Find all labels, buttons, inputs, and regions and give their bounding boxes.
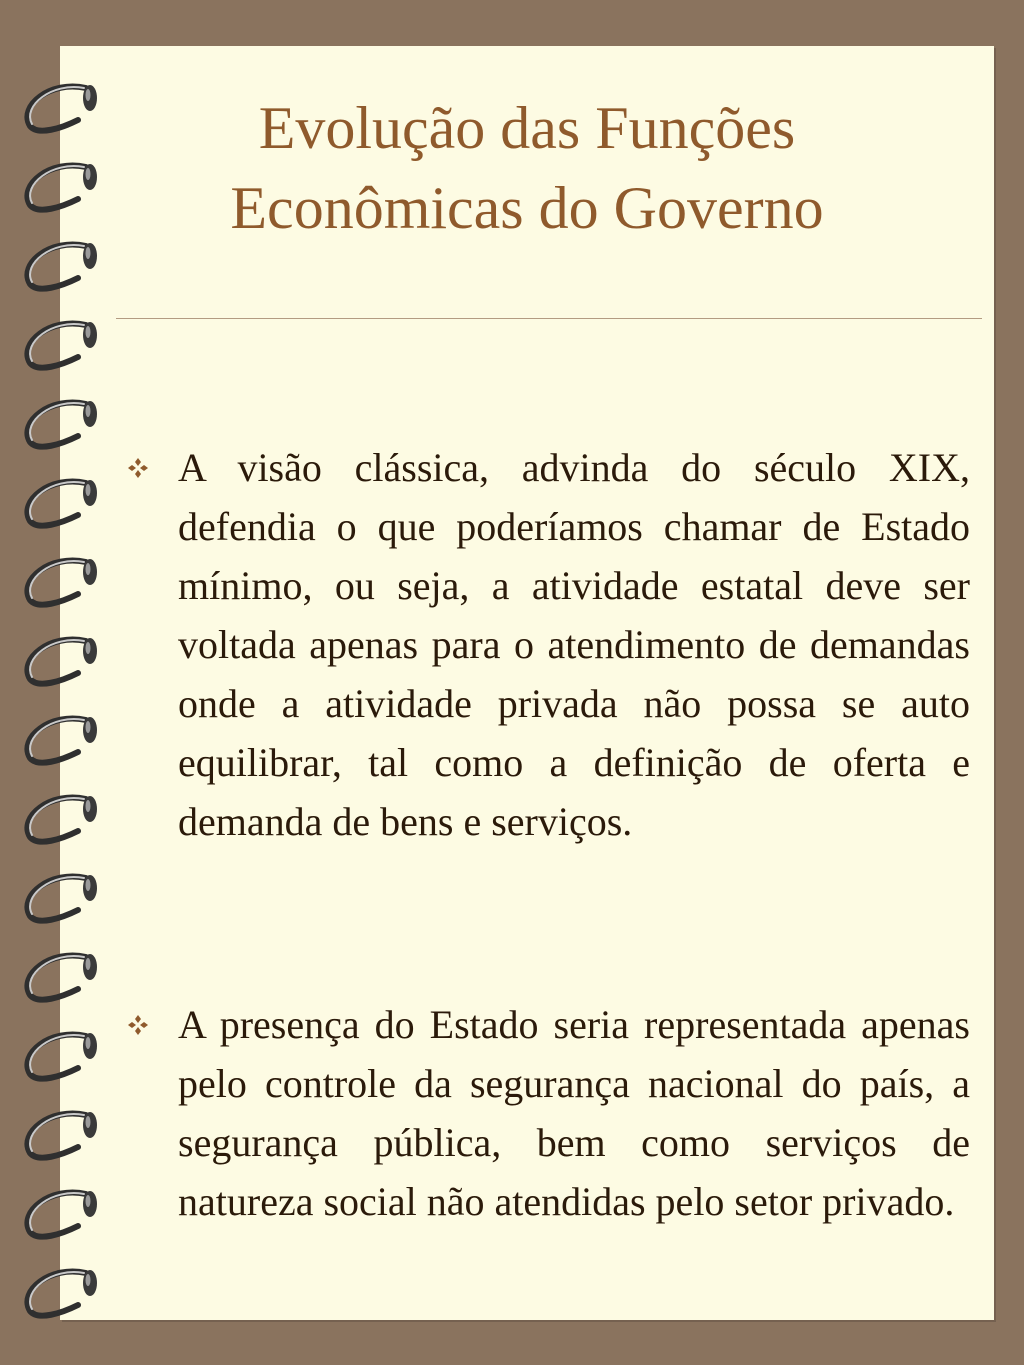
title-line-2: Econômicas do Governo bbox=[230, 175, 824, 241]
diamond-bullet-icon bbox=[126, 1013, 150, 1037]
diamond-bullet-icon bbox=[126, 456, 150, 480]
bullet-item-2 bbox=[120, 995, 970, 1231]
bullet-text-2: A presença do Estado seria representada apenas pelo controle da segurança nacional do país, a segurança pública, bem como serviços de natureza social não atendidas pelo setor privado. bbox=[178, 1002, 970, 1224]
title-divider bbox=[116, 318, 982, 319]
slide-title bbox=[60, 88, 994, 248]
bullet-text-1: A visão clássica, advinda do século XIX, defendia o que poderíamos chamar de Estado mínimo, ou seja, a atividade estatal deve ser voltada apenas para o atendimento de demandas onde a atividade privada não possa se auto equilibrar, tal como a definição de oferta e demanda de bens e serviços. bbox=[178, 445, 970, 844]
bullet-item-1 bbox=[120, 438, 970, 851]
title-line-1: Evolução das Funções bbox=[258, 95, 796, 161]
